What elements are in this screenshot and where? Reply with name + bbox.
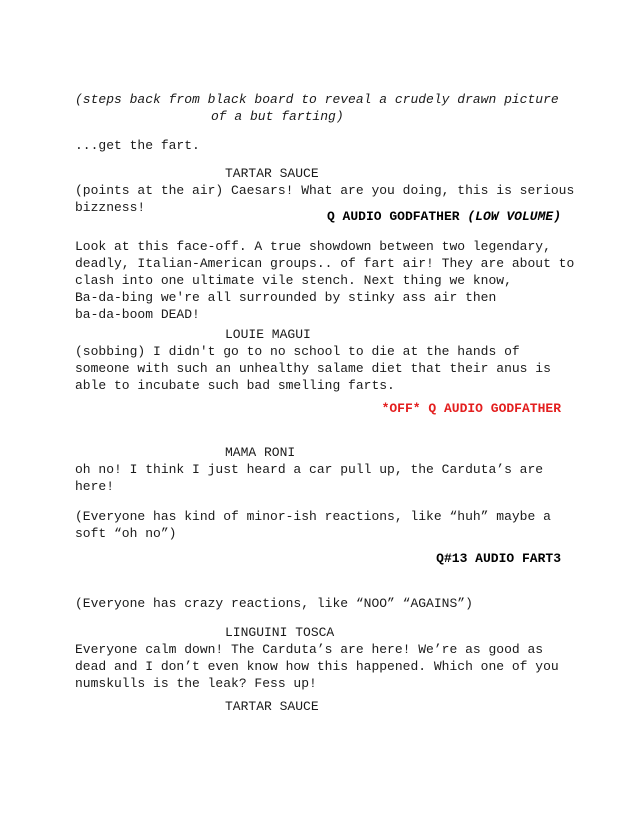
character-name: TARTAR SAUCE <box>225 166 319 181</box>
audio-cue <box>327 208 561 225</box>
character-name: TARTAR SAUCE <box>225 699 319 714</box>
character-name: LINGUINI TOSCA <box>225 625 335 640</box>
stage-direction-line: (Everyone has crazy reactions, like “NOO” “AGAINS”) <box>75 596 473 611</box>
audio-cue-label: Q AUDIO GODFATHER <box>326 209 460 224</box>
dialogue-line: deadly, Italian-American groups.. of fart air! They are about to <box>75 256 575 271</box>
dialogue-line: here! <box>75 479 115 494</box>
dialogue-line: Ba-da-bing we're all surrounded by stinky ass air then <box>75 290 497 305</box>
stage-direction-line: of a but farting) <box>211 109 344 124</box>
audio-cue-fart: Q#13 AUDIO FART3 <box>436 551 561 566</box>
dialogue-line: bizzness! <box>75 200 146 215</box>
dialogue-line: oh no! I think I just heard a car pull up, the Carduta’s are <box>75 462 544 477</box>
dialogue-line: Everyone calm down! The Carduta’s are here! We’re as good as <box>75 642 544 657</box>
character-name: LOUIE MAGUI <box>225 327 311 342</box>
dialogue-line: ...get the fart. <box>75 138 200 153</box>
stage-direction-line: (steps back from black board to reveal a crudely drawn picture <box>75 92 559 107</box>
stage-direction-line: (Everyone has kind of minor-ish reactions, like “huh” maybe a <box>75 509 551 524</box>
dialogue-line: ba-da-boom DEAD! <box>75 307 200 322</box>
dialogue-line: (points at the air) Caesars! What are you doing, this is serious <box>75 183 575 198</box>
dialogue-line: (sobbing) I didn't go to no school to die at the hands of <box>75 344 520 359</box>
dialogue-line: clash into one ultimate vile stench. Next thing we know, <box>75 273 512 288</box>
dialogue-line: dead and I don’t even know how this happened. Which one of you <box>75 659 559 674</box>
character-name: MAMA RONI <box>225 445 296 460</box>
audio-cue-volume-note: (LOW VOLUME) <box>467 209 561 224</box>
dialogue-line: Look at this face-off. A true showdown between two legendary, <box>75 239 551 254</box>
stage-direction-line: soft “oh no”) <box>75 526 177 541</box>
dialogue-line: someone with such an unhealthy salame diet that their anus is <box>75 361 551 376</box>
dialogue-line: numskulls is the leak? Fess up! <box>75 676 317 691</box>
audio-cue-off: *OFF* Q AUDIO GODFATHER <box>381 401 561 416</box>
dialogue-line: able to incubate such bad smelling farts. <box>75 378 395 393</box>
